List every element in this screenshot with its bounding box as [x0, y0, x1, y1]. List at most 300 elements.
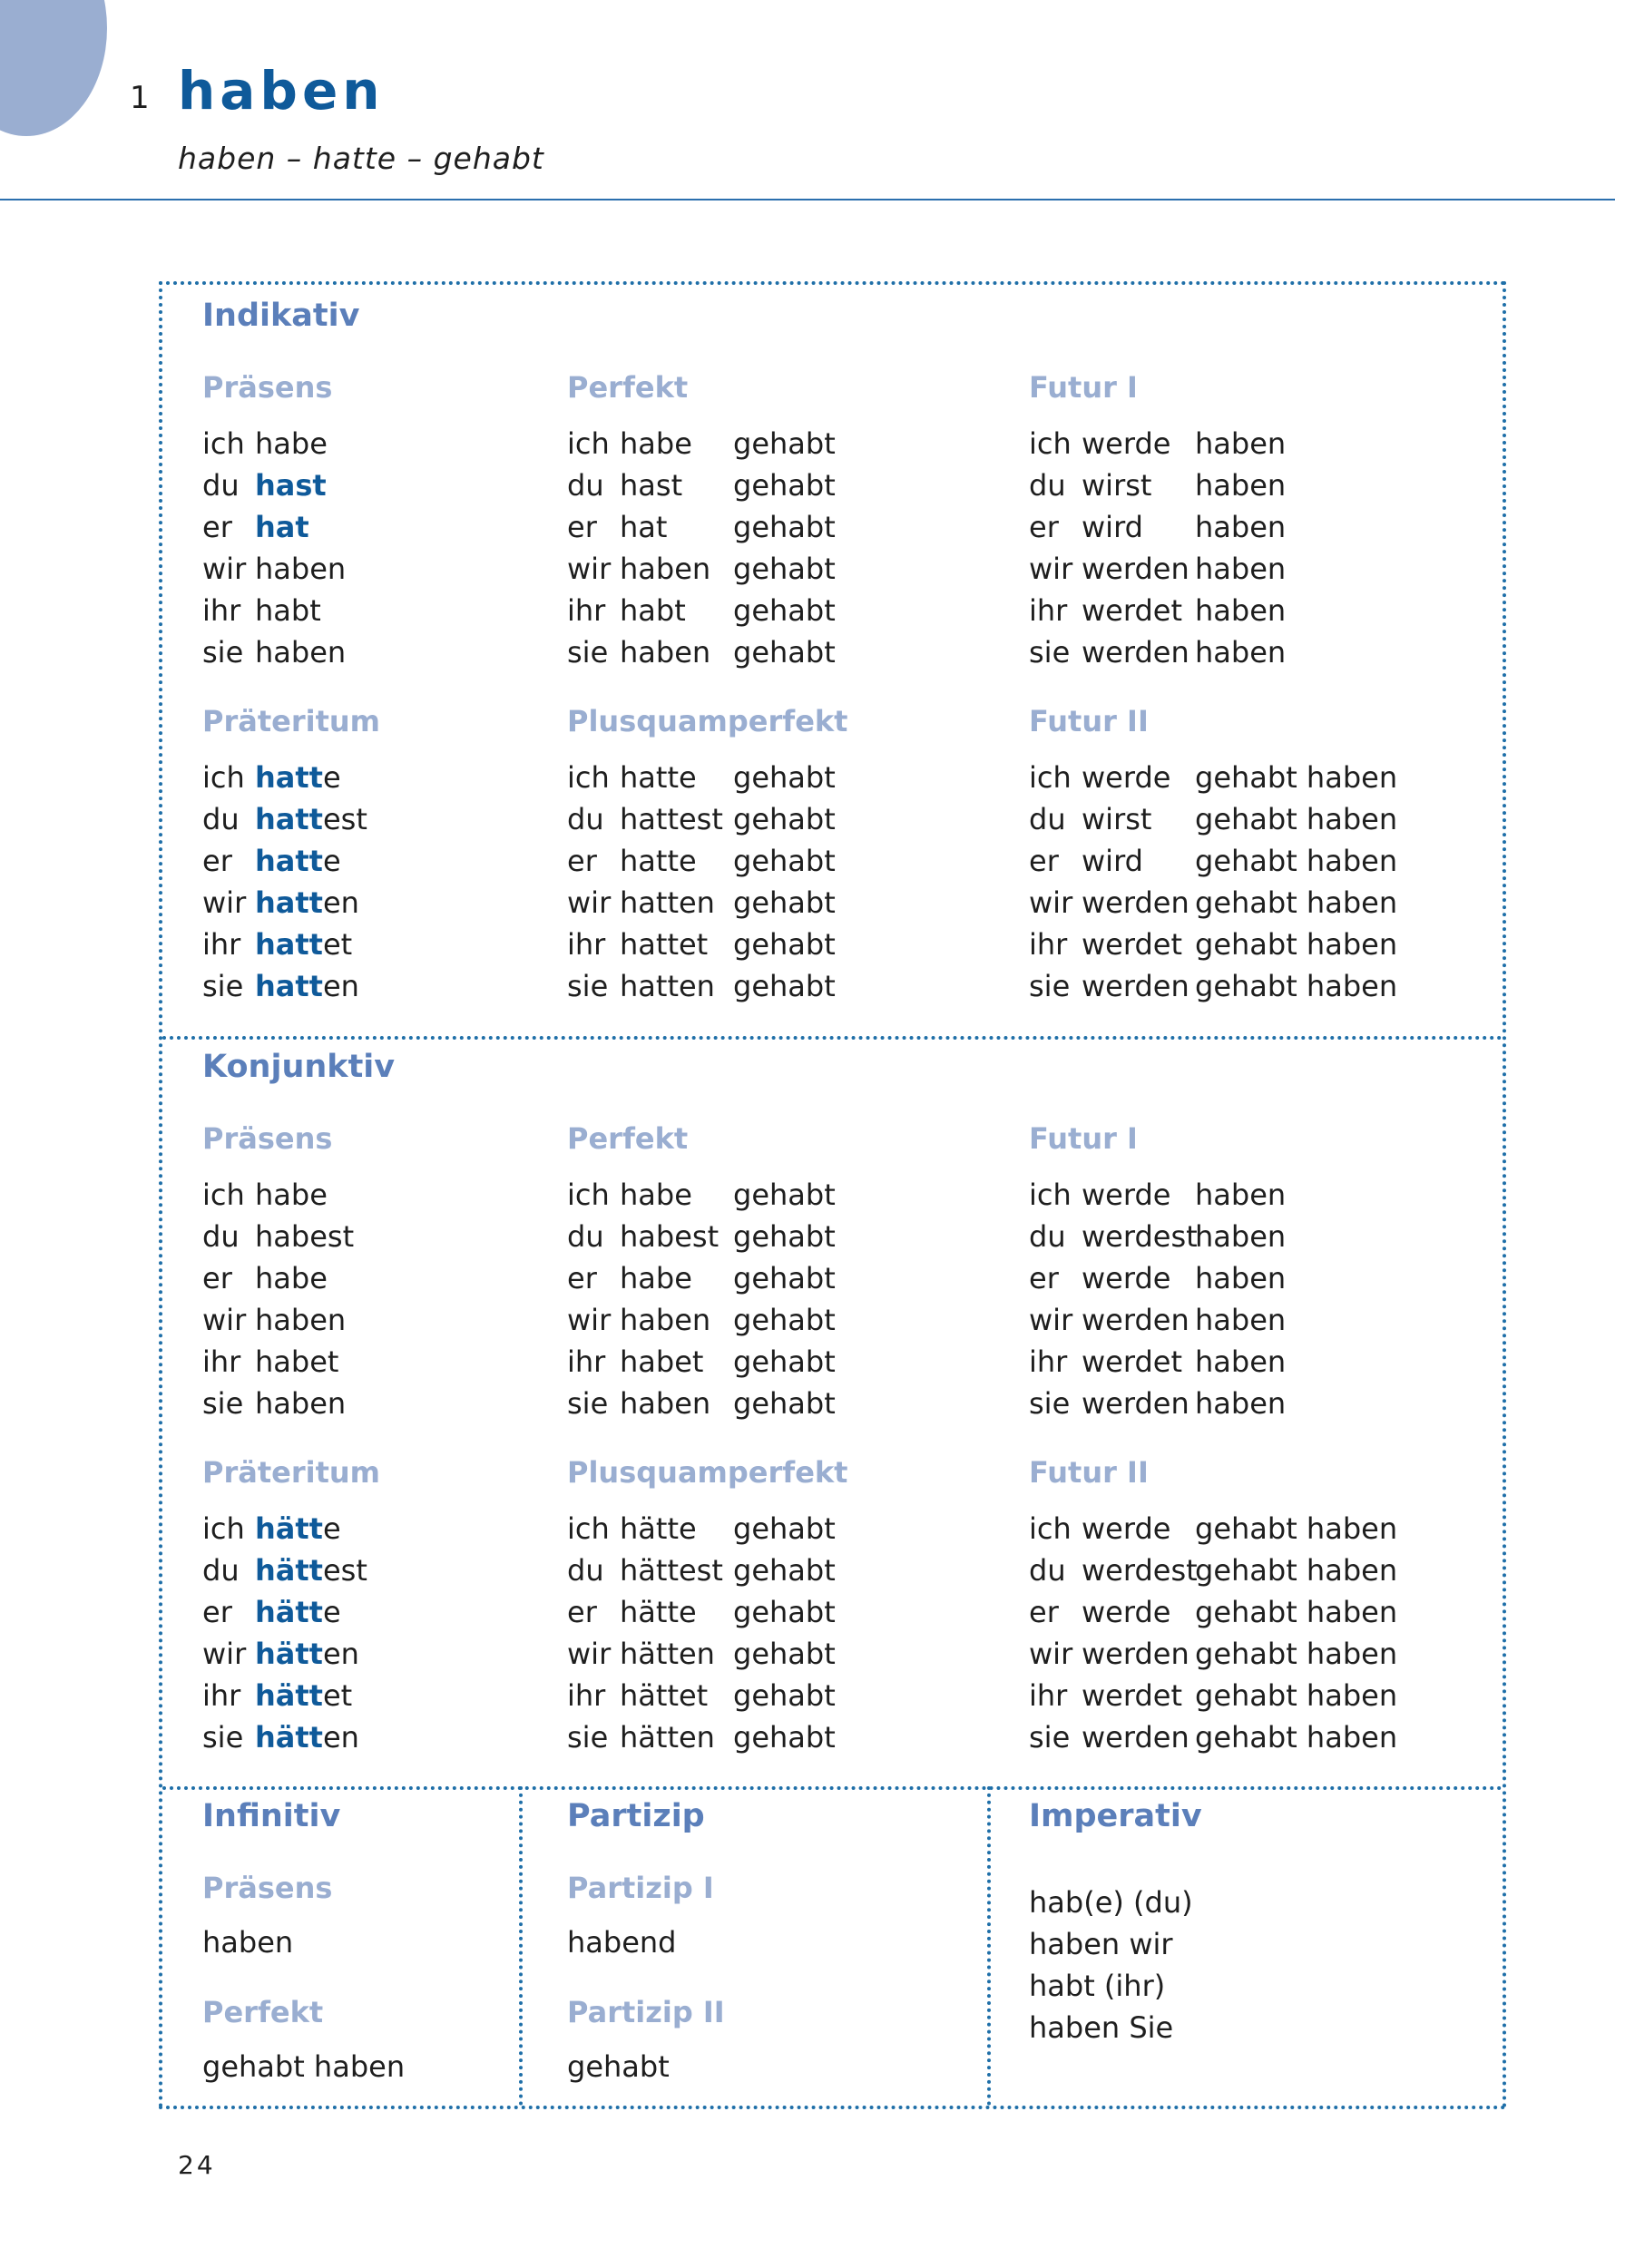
conjugation-cell: gehabt — [733, 885, 836, 920]
conjugation-row — [567, 1383, 994, 1424]
conjugation-cell: ich — [202, 426, 245, 461]
tense-rows — [202, 757, 629, 1007]
form: haben — [255, 552, 347, 586]
conjugation-cell: haben — [255, 1303, 347, 1337]
conjugation-row — [1029, 1716, 1455, 1758]
conjugation-cell: haben — [620, 1303, 711, 1337]
conjugation-cell: ihr — [202, 593, 241, 628]
partizip-2 — [567, 1995, 725, 2087]
conjugation-cell: werde — [1082, 1261, 1171, 1295]
conjugation-cell: du — [567, 1219, 604, 1254]
ending: et — [322, 1678, 353, 1713]
conjugation-cell — [255, 840, 341, 882]
conjugation-cell: ihr — [1029, 1678, 1068, 1713]
conjugation-cell: du — [202, 1219, 240, 1254]
tense-rows — [202, 1508, 629, 1758]
conjugation-cell: werden — [1082, 1720, 1189, 1755]
conjugation-cell: werdest — [1082, 1553, 1198, 1588]
conjugation-cell: gehabt — [733, 593, 836, 628]
conjugation-cell: ihr — [202, 927, 241, 962]
conjugation-row — [1029, 1675, 1455, 1716]
conjugation-cell: sie — [1029, 635, 1071, 670]
conjugation-cell: haben — [1195, 1178, 1287, 1212]
conjugation-cell: gehabt — [733, 1344, 836, 1379]
conjugation-cell: werden — [1082, 1386, 1189, 1421]
tense-title: Futur II — [1029, 1455, 1149, 1490]
conjugation-cell: wird — [1082, 844, 1143, 878]
conjugation-cell: gehabt — [733, 1303, 836, 1337]
infinitiv-perfekt-value: gehabt haben — [202, 2049, 406, 2084]
conjugation-row — [567, 840, 994, 882]
conjugation-cell: gehabt haben — [1195, 844, 1398, 878]
conjugation-cell — [255, 757, 341, 798]
conjugation-cell: werde — [1082, 1511, 1171, 1546]
conjugation-cell: ihr — [202, 1344, 241, 1379]
conjugation-cell — [255, 1675, 352, 1716]
conjugation-cell: ich — [567, 760, 610, 795]
conjugation-cell: werdet — [1082, 927, 1182, 962]
conjugation-row — [567, 506, 994, 548]
stem: hätt — [255, 1720, 323, 1755]
conjugation-cell: sie — [567, 1720, 609, 1755]
conjugation-cell: gehabt — [733, 760, 836, 795]
conjugation-cell: werde — [1082, 426, 1171, 461]
conjugation-cell: gehabt — [733, 1595, 836, 1629]
conjugation-cell: sie — [1029, 1720, 1071, 1755]
conjugation-cell: er — [202, 844, 232, 878]
conjugation-cell — [255, 1633, 359, 1675]
conjugation-row — [567, 924, 994, 965]
conjugation-cell: sie — [202, 635, 244, 670]
conjugation-cell: werden — [1082, 552, 1189, 586]
conjugation-row — [567, 1257, 994, 1299]
conjugation-row — [1029, 1591, 1455, 1633]
conjugation-cell: du — [202, 468, 240, 503]
conjugation-cell: du — [567, 802, 604, 836]
conjugation-row — [1029, 1633, 1455, 1675]
conjugation-cell: gehabt — [733, 1178, 836, 1212]
conjugation-cell: wir — [202, 1637, 247, 1671]
stem: hatt — [255, 802, 323, 836]
conjugation-row — [202, 548, 629, 590]
conjugation-row — [202, 506, 629, 548]
stem: hatt — [255, 927, 323, 962]
conjugation-cell: werdet — [1082, 593, 1182, 628]
conjugation-cell: gehabt haben — [1195, 927, 1398, 962]
ending: en — [322, 969, 359, 1003]
tense-rows — [202, 1174, 629, 1424]
conjugation-cell: sie — [202, 969, 244, 1003]
tense-indikativ-plusquamperfekt — [567, 704, 994, 1007]
conjugation-cell: wir — [1029, 1303, 1073, 1337]
conjugation-cell: werden — [1082, 1637, 1189, 1671]
conjugation-cell: er — [1029, 1595, 1059, 1629]
conjugation-cell — [255, 1549, 367, 1591]
conjugation-row — [1029, 965, 1455, 1007]
conjugation-row — [1029, 423, 1455, 464]
infinitiv-perfekt-title: Perfekt — [202, 1995, 324, 2029]
conjugation-row — [567, 757, 994, 798]
conjugation-cell: wirst — [1082, 468, 1152, 503]
partizip-1 — [567, 1871, 714, 1963]
conjugation-cell: ich — [1029, 1511, 1072, 1546]
stem: hatt — [255, 969, 323, 1003]
conjugation-cell: gehabt — [733, 1678, 836, 1713]
partizip-2-title: Partizip II — [567, 1995, 725, 2029]
conjugation-row — [1029, 1341, 1455, 1383]
tense-indikativ-futur1 — [1029, 370, 1455, 673]
conjugation-cell: ihr — [567, 1678, 606, 1713]
conjugation-cell: hattest — [620, 802, 723, 836]
separator-partizip-imperativ — [987, 1786, 991, 2106]
conjugation-cell: er — [202, 1261, 232, 1295]
tense-rows — [202, 423, 629, 673]
conjugation-cell — [255, 464, 327, 506]
conjugation-cell: gehabt haben — [1195, 1637, 1398, 1671]
conjugation-cell: hatte — [620, 844, 697, 878]
conjugation-cell: werdest — [1082, 1219, 1198, 1254]
conjugation-cell: wir — [567, 885, 612, 920]
tense-title: Futur I — [1029, 370, 1138, 405]
verb-title: haben — [178, 60, 385, 122]
conjugation-row — [567, 1508, 994, 1549]
conjugation-row — [567, 423, 994, 464]
conjugation-cell: hatten — [620, 885, 715, 920]
tense-title: Perfekt — [567, 370, 689, 405]
ending: est — [322, 802, 367, 836]
conjugation-cell: haben — [1195, 635, 1287, 670]
conjugation-row — [567, 1675, 994, 1716]
conjugation-cell: habest — [620, 1219, 720, 1254]
conjugation-cell: er — [1029, 844, 1059, 878]
conjugation-cell: er — [1029, 510, 1059, 544]
tense-indikativ-praeteritum — [202, 704, 629, 1007]
conjugation-cell: werden — [1082, 1303, 1189, 1337]
conjugation-cell: wir — [202, 1303, 247, 1337]
conjugation-cell: gehabt — [733, 426, 836, 461]
conjugation-cell: gehabt haben — [1195, 885, 1398, 920]
conjugation-cell: du — [1029, 802, 1066, 836]
conjugation-cell: wir — [1029, 1637, 1073, 1671]
conjugation-cell: werde — [1082, 1178, 1171, 1212]
conjugation-cell — [255, 924, 352, 965]
conjugation-cell: habe — [620, 1178, 692, 1212]
conjugation-cell: wir — [1029, 552, 1073, 586]
conjugation-cell: gehabt — [733, 1511, 836, 1546]
conjugation-row — [202, 464, 629, 506]
tense-konjunktiv-praesens — [202, 1121, 629, 1424]
irregular-form: hat — [255, 510, 309, 544]
tense-konjunktiv-futur2 — [1029, 1455, 1455, 1758]
conjugation-cell: werden — [1082, 885, 1189, 920]
tense-title: Präteritum — [202, 704, 380, 738]
tense-rows — [567, 757, 994, 1007]
conjugation-row — [1029, 882, 1455, 924]
conjugation-cell: ihr — [1029, 927, 1068, 962]
section-title-imperativ: Imperativ — [1029, 1798, 1202, 1834]
stem: hätt — [255, 1595, 323, 1629]
tense-title: Futur II — [1029, 704, 1149, 738]
conjugation-cell: ich — [1029, 426, 1072, 461]
conjugation-row — [202, 1675, 629, 1716]
form: hab — [255, 426, 310, 461]
partizip-2-value: gehabt — [567, 2049, 670, 2084]
conjugation-cell: habest — [255, 1219, 355, 1254]
conjugation-row — [567, 1341, 994, 1383]
conjugation-cell: ich — [202, 1178, 245, 1212]
page-number: 24 — [178, 2150, 216, 2180]
conjugation-cell: ihr — [1029, 593, 1068, 628]
conjugation-cell: gehabt — [733, 969, 836, 1003]
conjugation-row — [202, 1508, 629, 1549]
conjugation-cell: ihr — [567, 927, 606, 962]
ending: et — [322, 927, 353, 962]
tense-konjunktiv-perfekt — [567, 1121, 994, 1424]
conjugation-cell: wir — [202, 885, 247, 920]
conjugation-row — [202, 1716, 629, 1758]
conjugation-cell: haben — [1195, 1303, 1287, 1337]
principal-parts: haben – hatte – gehabt — [178, 141, 544, 176]
conjugation-row — [567, 1591, 994, 1633]
conjugation-row — [202, 1216, 629, 1257]
conjugation-cell: ihr — [567, 593, 606, 628]
conjugation-cell: gehabt — [733, 1553, 836, 1588]
conjugation-cell: gehabt haben — [1195, 1553, 1398, 1588]
conjugation-cell — [255, 548, 346, 590]
conjugation-cell — [255, 798, 367, 840]
conjugation-cell: du — [1029, 468, 1066, 503]
conjugation-row — [1029, 924, 1455, 965]
conjugation-row — [202, 840, 629, 882]
conjugation-row — [567, 798, 994, 840]
section-title-konjunktiv: Konjunktiv — [202, 1049, 396, 1085]
conjugation-cell: sie — [567, 1386, 609, 1421]
conjugation-cell: gehabt — [733, 510, 836, 544]
ending: en — [322, 885, 359, 920]
conjugation-cell: werdet — [1082, 1678, 1182, 1713]
conjugation-cell: haben — [620, 1386, 711, 1421]
conjugation-row — [202, 1591, 629, 1633]
conjugation-cell: haben — [1195, 426, 1287, 461]
ending: e — [322, 1511, 341, 1546]
tense-indikativ-praesens — [202, 370, 629, 673]
conjugation-cell: gehabt — [733, 1720, 836, 1755]
conjugation-row — [202, 798, 629, 840]
conjugation-cell: wir — [202, 552, 247, 586]
conjugation-cell: gehabt — [733, 927, 836, 962]
conjugation-cell — [255, 1591, 341, 1633]
infinitiv-praesens-value: haben — [202, 1925, 294, 1960]
stem: hätt — [255, 1678, 323, 1713]
conjugation-row — [1029, 631, 1455, 673]
tense-rows — [567, 423, 994, 673]
conjugation-cell: werden — [1082, 635, 1189, 670]
conjugation-cell — [255, 1508, 341, 1549]
tense-rows — [1029, 757, 1455, 1007]
separator-bottom — [162, 1786, 1503, 1790]
conjugation-cell: ich — [1029, 1178, 1072, 1212]
tense-indikativ-futur2 — [1029, 704, 1455, 1007]
conjugation-cell: hättest — [620, 1553, 723, 1588]
conjugation-cell: wir — [567, 1303, 612, 1337]
tense-konjunktiv-futur1 — [1029, 1121, 1455, 1424]
conjugation-row — [202, 631, 629, 673]
conjugation-cell: ich — [567, 426, 610, 461]
tense-indikativ-perfekt — [567, 370, 994, 673]
ending: e — [322, 1595, 341, 1629]
conjugation-cell: du — [567, 468, 604, 503]
conjugation-cell: gehabt haben — [1195, 1678, 1398, 1713]
conjugation-cell: gehabt haben — [1195, 1511, 1398, 1546]
stem: hatt — [255, 760, 323, 795]
conjugation-cell: sie — [202, 1386, 244, 1421]
conjugation-row — [567, 1549, 994, 1591]
conjugation-cell: gehabt — [733, 552, 836, 586]
conjugation-cell: wirst — [1082, 802, 1152, 836]
conjugation-cell: habe — [255, 1261, 328, 1295]
conjugation-cell: ihr — [1029, 1344, 1068, 1379]
conjugation-cell: hätten — [620, 1720, 715, 1755]
infinitiv-perfekt — [202, 1995, 405, 2087]
tense-title: Präteritum — [202, 1455, 380, 1490]
conjugation-cell: gehabt — [733, 635, 836, 670]
conjugation-cell: du — [1029, 1553, 1066, 1588]
conjugation-cell: hatten — [620, 969, 715, 1003]
stem: hatt — [255, 844, 323, 878]
conjugation-cell — [255, 423, 328, 464]
ending: est — [322, 1553, 367, 1588]
tense-title: Präsens — [202, 370, 333, 405]
tense-title: Perfekt — [567, 1121, 689, 1156]
conjugation-row — [1029, 506, 1455, 548]
conjugation-row — [567, 1716, 994, 1758]
conjugation-cell: ich — [567, 1178, 610, 1212]
conjugation-cell: sie — [1029, 969, 1071, 1003]
conjugation-row — [202, 1341, 629, 1383]
conjugation-cell: werdet — [1082, 1344, 1182, 1379]
conjugation-cell: wir — [567, 1637, 612, 1671]
conjugation-box — [159, 281, 1506, 2109]
conjugation-row — [202, 757, 629, 798]
conjugation-cell: ich — [202, 1511, 245, 1546]
conjugation-cell: sie — [202, 1720, 244, 1755]
conjugation-cell — [255, 1716, 359, 1758]
conjugation-cell: habe — [620, 1261, 692, 1295]
form: habt — [255, 593, 321, 628]
separator-infinitiv-partizip — [519, 1786, 523, 2106]
stem: hätt — [255, 1511, 323, 1546]
conjugation-row — [1029, 548, 1455, 590]
conjugation-cell: werde — [1082, 760, 1171, 795]
conjugation-cell: du — [567, 1553, 604, 1588]
conjugation-cell: haben — [1195, 1344, 1287, 1379]
conjugation-cell: haben — [1195, 1219, 1287, 1254]
conjugation-row — [202, 924, 629, 965]
conjugation-cell: er — [567, 844, 597, 878]
infinitiv-praesens-title: Präsens — [202, 1871, 333, 1905]
stem: hätt — [255, 1553, 323, 1588]
conjugation-cell: hattet — [620, 927, 709, 962]
conjugation-cell: ich — [1029, 760, 1072, 795]
tense-rows — [1029, 1508, 1455, 1758]
conjugation-row — [1029, 464, 1455, 506]
conjugation-row — [567, 1633, 994, 1675]
conjugation-cell: gehabt haben — [1195, 802, 1398, 836]
tense-rows — [1029, 423, 1455, 673]
conjugation-cell: du — [1029, 1219, 1066, 1254]
conjugation-row — [202, 965, 629, 1007]
conjugation-cell: er — [1029, 1261, 1059, 1295]
conjugation-cell: ihr — [567, 1344, 606, 1379]
conjugation-cell — [255, 965, 359, 1007]
conjugation-cell: hätte — [620, 1595, 697, 1629]
conjugation-cell: habet — [255, 1344, 339, 1379]
form-ending: e — [309, 426, 328, 461]
conjugation-cell: ich — [567, 1511, 610, 1546]
conjugation-cell — [255, 882, 359, 924]
conjugation-row — [202, 1383, 629, 1424]
verb-number: 1 — [130, 80, 150, 116]
conjugation-cell: gehabt haben — [1195, 1595, 1398, 1629]
conjugation-cell: er — [567, 1595, 597, 1629]
conjugation-cell: gehabt — [733, 1219, 836, 1254]
conjugation-row — [1029, 1257, 1455, 1299]
conjugation-row — [202, 1174, 629, 1216]
conjugation-cell: gehabt haben — [1195, 1720, 1398, 1755]
conjugation-row — [202, 1633, 629, 1675]
irregular-form: hast — [255, 468, 327, 503]
tense-rows — [567, 1508, 994, 1758]
conjugation-cell: gehabt — [733, 1637, 836, 1671]
conjugation-cell: habt — [620, 593, 686, 628]
conjugation-row — [567, 590, 994, 631]
conjugation-cell: habet — [620, 1344, 704, 1379]
imperativ-line: hab(e) (du) — [1029, 1885, 1193, 1920]
conjugation-row — [202, 1299, 629, 1341]
conjugation-row — [567, 1174, 994, 1216]
conjugation-cell: gehabt — [733, 844, 836, 878]
separator-konjunktiv — [162, 1036, 1503, 1040]
conjugation-row — [202, 1257, 629, 1299]
conjugation-cell — [255, 631, 346, 673]
conjugation-cell: habe — [620, 426, 692, 461]
conjugation-cell: gehabt haben — [1195, 760, 1398, 795]
conjugation-cell: wird — [1082, 510, 1143, 544]
corner-decoration — [0, 0, 107, 136]
conjugation-cell: wir — [567, 552, 612, 586]
section-title-partizip: Partizip — [567, 1798, 705, 1834]
conjugation-row — [1029, 1383, 1455, 1424]
conjugation-row — [1029, 1299, 1455, 1341]
tense-konjunktiv-plusquamperfekt — [567, 1455, 994, 1758]
conjugation-cell: werden — [1082, 969, 1189, 1003]
tense-title: Präsens — [202, 1121, 333, 1156]
conjugation-cell — [255, 506, 309, 548]
conjugation-cell: haben — [1195, 552, 1287, 586]
conjugation-cell: sie — [567, 969, 609, 1003]
stem: hätt — [255, 1637, 323, 1671]
conjugation-cell: haben — [1195, 1261, 1287, 1295]
conjugation-row — [202, 882, 629, 924]
tense-rows — [1029, 1174, 1455, 1424]
conjugation-row — [202, 423, 629, 464]
conjugation-row — [1029, 590, 1455, 631]
section-title-infinitiv: Infinitiv — [202, 1798, 341, 1834]
conjugation-cell: haben — [620, 635, 711, 670]
imperativ-forms — [1029, 1882, 1193, 2048]
conjugation-row — [202, 1549, 629, 1591]
conjugation-row — [567, 965, 994, 1007]
